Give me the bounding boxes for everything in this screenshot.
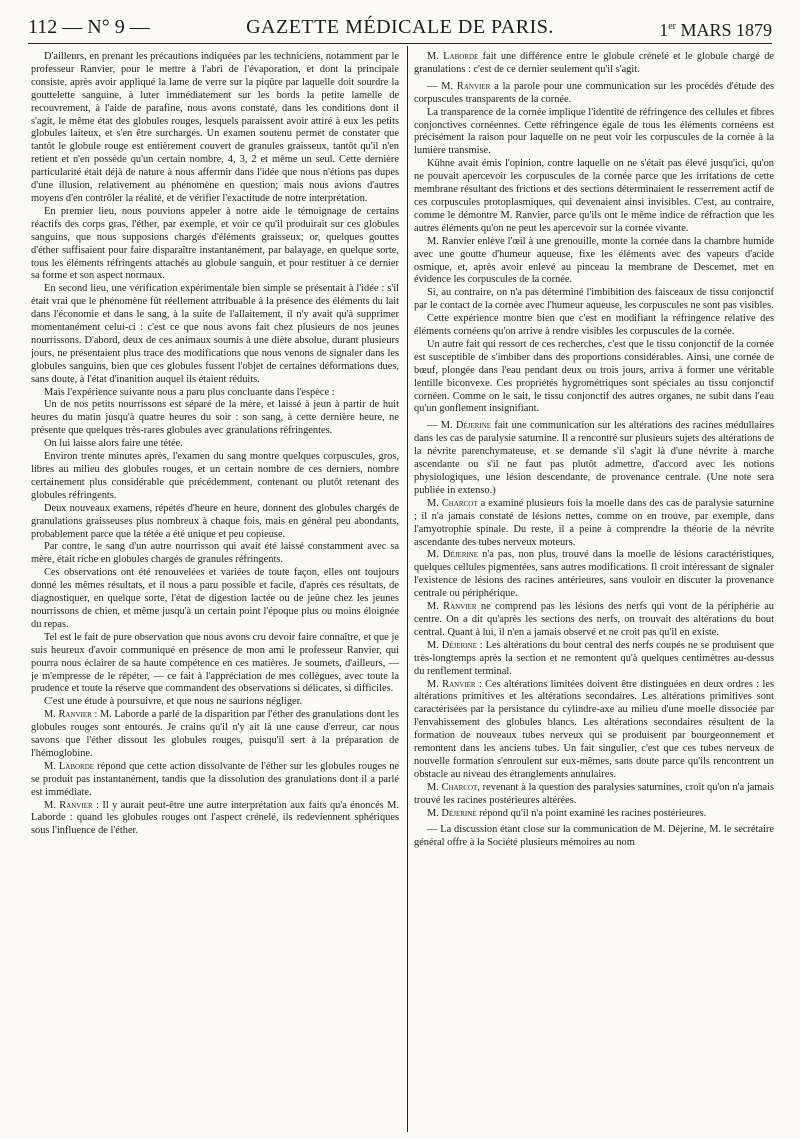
paragraph [31,283,399,386]
paragraph [31,696,399,709]
paragraph [414,339,774,416]
paragraph-text: La transparence de la cornée implique l'identité de réfringence des cellules et fibres conjonctives cornéennes. Cette réfringence égale de tous les éléments cornéens est précisément la raison pour laquelle on ne peut voir les corpuscules de la cornée à la lumière transmise. [414,106,774,157]
paragraph [414,679,774,782]
paragraph-text: On lui laisse alors faire une tétée. [44,438,183,450]
speaker-name: M. Ranvier [427,678,476,690]
issue-number: — N° 9 — [62,16,150,38]
paragraph [31,567,399,632]
paragraph-text: fait une différence entre le globule crénelé et le globule chargé de granulations : c'est de ce dernier seulement qu'il s'agit. [414,51,774,75]
paragraph-text: : Ces altérations limitées doivent être distinguées en deux ordres : les altérations primitives et les altérations secondaires. Les altérations primitives sont caractérisées par la persistance du cylindre-axe au milieu d'une moelle dissociée par l'envahissement des globules blancs. Les altérations secondaires résultent de la formation de nouveaux tubes nerveux qui se produisent par bourgeonnement et remontent dans les anciens tubes. Un fait singulier, c'est que ces tubes nerveux de nouvelle formation s'enroulent sur eux-mêmes, sans doute parce qu'ils rencontrent un obstacle au niveau des étranglements annulaires. [414,678,774,780]
paragraph-text: n'a pas, non plus, trouvé dans la moelle de lésions caractéristiques, quelques cellules pigmentées, sans autres modifications. Il croit intéressant de signaler l'existence de lésions des racines antérieures, sans vouloir en discuter la provenance centrale ou périphérique. [414,549,774,600]
paragraph [414,107,774,159]
publication-title: GAZETTE MÉDICALE DE PARIS. [246,16,554,38]
paragraph-text: : M. Laborde a parlé de la disparition par l'éther des granulations dont les globules rouges sont entourés. Je crains qu'il n'y ait là une cause d'erreur, car nous savons que l'éther dissout les globules rouges, puisqu'il sert à la préparation de l'hémoglobine. [31,709,399,759]
paragraph-text: fait une communication sur les altérations des racines médullaires dans les cas de paralysie saturnine. Il a rencontré sur plusieurs sujets des altérations de la névrite parenchymateuse, et se demande s'il s'agit là d'une névrite à marche ascendante ou s'il ne faut pas plutôt admettre, d'accord avec les notions physiologiques, une lésion descendante, de provenance centrale. (Une note sera publiée in extenso.) [414,420,774,496]
paragraph [31,51,399,206]
paragraph-text: répond que cette action dissolvante de l'éther sur les globules rouges ne se produit pas instantanément, tandis que la dissolution des granulations dont il a parlé est immédiate. [31,760,399,798]
paragraph [31,206,399,283]
paragraph-text: En premier lieu, nous pouvions appeler à notre aide le témoignage de certains réactifs des corps gras, l'éther, par exemple, et voir ce qu'il produirait sur ces globules sanguins, que nous supposions chargés d'éléments graisseux; or, quelques gouttes d'éther suffisaient pour faire disparaître instantanément, par balayage, en quelque sorte, tous les éléments réfringents attachés au globule sanguin, et pour restituer à ce dernier sa forme et son aspect normaux. [31,205,399,282]
speaker-name: M. Laborde [427,51,479,62]
speaker-name: M. Déjerine [440,420,492,432]
header-rule [28,43,772,44]
paragraph [414,81,774,107]
paragraph-text: a examiné plusieurs fois la moelle dans des cas de paralysie saturnine ; il n'a jamais constaté de lésions nettes, comme on en trouve, par exemple, dans l'amyotrophie spinale. Du reste, il a peine à comprendre la théorie de la névrite ascendante des tubes nerveux moteurs. [414,497,774,548]
paragraph-text: Kühne avait émis l'opinion, contre laquelle on ne s'était pas élevé jusqu'ici, qu'on ne pouvait apercevoir les corpuscules de la cornée parce que les irritations de cette membrane résultant des frictions et des sections déterminaient le resserrement actif de ces corpuscules protoplasmiques, qui devenaient ainsi invisibles. C'est, au contraire, comme le démontre M. Ranvier, parce qu'ils ont le même indice de réfraction que les autres éléments qu'on ne peut les apercevoir sur la cornée vivante. [414,158,774,234]
speaker-name: M. Charcot [427,781,478,793]
paragraph [414,824,774,850]
speaker-name: M. Ranvier [44,799,93,811]
paragraph-text: En second lieu, une vérification expérimentale bien simple se présentait à l'idée : s'il était vrai que le phénomène fût réellement attribuable à la présence des éléments du lait dans l'économie et dans le sang, à la suite de l'allaitement, il n'y avait qu'à supprimer momentanément celui-ci : c'est ce que nous avons fait chez plusieurs de nos jeunes nourrissons. D'abord, deux de ces animaux soumis à une diète absolue, durant plusieurs jours, ne présentaient plus trace des modifications que nous venons de signaler dans les globules sanguins, bien que ces globules fussent l'objet de certaines déformations dues, sans doute, à l'état d'inanition auquel ils étaient réduits. [31,283,399,385]
paragraph-text: , revenant à la question des paralysies saturnines, croit qu'on n'a jamais trouvé les racines postérieures altérées. [414,781,774,806]
paragraph-text: Si, au contraire, on n'a pas déterminé l'imbibition des faisceaux de tissu conjonctif par le contact de la cornée avec l'humeur aqueuse, les corpuscules ne sont pas visibles. [414,287,774,312]
paragraph-text: répond qu'il n'a point examiné les racines postérieures. [476,807,707,819]
paragraph-dash: — [427,420,441,432]
speaker-name: M. Déjerine [427,639,477,651]
speaker-name: M. Déjerine [427,807,477,819]
page-number: 112 [28,16,58,38]
paragraph [31,632,399,697]
paragraph [414,782,774,808]
paragraph [31,451,399,503]
paragraph [31,438,399,451]
paragraph [414,420,774,497]
paragraph-text: ne comprend pas les lésions des nerfs qui vont de la périphérie au centre. On a dit qu'après les sections des nerfs, on trouvait des altérations du bout central. Quant à lui, il n'en a jamais observé et ne croit pas qu'il en existe. [414,601,774,638]
page-header [28,12,772,42]
paragraph-text: Cette expérience montre bien que c'est en modifiant la réfringence relative des éléments cornéens qu'on arrive à rendre visibles les corpuscules de la cornée. [414,313,774,338]
paragraph-text: D'ailleurs, en prenant les précautions indiquées par les techniciens, notamment par le professeur Ranvier, pour le mettre à l'abri de l'évaporation, et dont la principale consiste, après avoir appliqué la lame de verre sur la piqûre par laquelle doit sourdre la gouttelette sanguine, à luter immédiatement sur les bords la petite lamelle de recouvrement, à l'aide de parafine, nous avons constaté, dans les conditions dont il s'agit, le même état des globules rouges, lesquels paraissent avoir attiré à eux les petits globules laiteux, et s'en être surchargés. Un examen soutenu permet de constater que tantôt le globule rouge est entièrement couvert de granules graisseux, tantôt qu'il n'en retient et n'en possède qu'un certain nombre, 4, 3, 2 et même un seul. Cette dernière particularité était déjà de nature à nous affermir dans l'idée que nous n'étions pas dupes d'une illusion, relativement au phénomène en question; mais nous avions d'autres moyens d'en contrôler la réalité, et de vérifier l'exactitude de notre interprétation. [31,51,399,204]
speaker-name: M. Laborde [44,760,95,772]
paragraph-text: Tel est le fait de pure observation que nous avons cru devoir faire connaître, et que je suis heureux d'avoir communiqué en présence de mon ami le professeur Ranvier, qui pourra nous éclairer de sa haute compétence en ces matières. Je soumets, d'ailleurs, — je m'empresse de le répéter, — ce fait à l'appréciation de mes collègues, avec toute la prudence et toute la réserve que commandent des observations si délicates, si difficiles. [31,631,399,695]
paragraph-text: Un autre fait qui ressort de ces recherches, c'est que le tissu conjonctif de la cornée est susceptible de s'imbiber dans des proportions considérables. Ainsi, une cornée de bœuf, plongée dans l'eau pendant deux ou trois jours, arriva à former une véritable lentille biconvexe. Ces propriétés hygrométriques sont spéciales au tissu conjonctif cornéen. Comme on le sait, le tissu conjonctif des autres organes, ne subit dans l'eau qu'un gonflement insignifiant. [414,338,774,415]
paragraph-text: Mais l'expérience suivante nous a paru plus concluante dans l'espèce : [44,386,335,398]
paragraph [414,601,774,640]
paragraph-text: La discussion étant close sur la communication de M. Déjerine, M. le secrétaire général offre à la Société plusieurs mémoires au nom [414,824,774,849]
paragraph [414,313,774,339]
paragraph [414,158,774,235]
paragraph [414,51,774,77]
paragraph-text: : Il y aurait peut-être une autre interprétation aux faits qu'a énoncés M. Laborde : quand les globules rouges ont l'aspect crénelé, ils redeviennent sphériques sous l'influence de l'éther. [31,799,399,837]
paragraph [31,800,399,839]
paragraph [414,549,774,601]
paragraph-text: : Les altérations du bout central des nerfs coupés ne se produisent que très-longtemps après la section et ne remontent qu'à quelques centimètres au-dessus du renflement terminal. [414,639,774,677]
speaker-name: M. Ranvier [44,709,92,721]
issue-date: 1er MARS 1879 [659,20,772,40]
paragraph-text: Environ trente minutes après, l'examen du sang montre quelques corpuscules, gros, libres au milieu des globules rouges, et un certain nombre de ces derniers, nombre certainement plus considérable que précédemment, contenant ou plutôt retenant des globules réfringents. [31,451,399,501]
paragraph [414,287,774,313]
paragraph [414,498,774,550]
paragraph [31,709,399,761]
speaker-name: M. Ranvier [441,80,491,92]
speaker-name: M. Charcot [427,497,478,509]
paragraph-text: a la parole pour une communication sur les procédés d'étude des corpuscules transparents de la cornée. [414,80,774,105]
paragraph-dash: — [427,80,442,92]
paragraph-dash: — [427,824,441,836]
right-column [414,51,774,1134]
paragraph [414,640,774,679]
paragraph-text: Un de nos petits nourrissons est séparé de la mère, et laissé à jeun à partir de huit heures du matin jusqu'à quatre heures du soir : son sang, à cette dernière heure, ne présente que quelques très-rares globules avec granulations réfringentes. [31,399,399,437]
paragraph-text: Deux nouveaux examens, répétés d'heure en heure, donnent des globules chargés de granulations graisseuses plus nombreux à chaque fois, mais en général peu abondants, probablement parce que la tétée a été unique et peu copieuse. [31,502,399,540]
paragraph [31,503,399,542]
paragraph [31,541,399,567]
paragraph [31,399,399,438]
paragraph [414,808,774,821]
left-column [31,51,399,1134]
paragraph-text: C'est une étude à poursuivre, et que nous ne saurions négliger. [44,696,303,708]
paragraph-text: Par contre, le sang d'un autre nourrisson qui avait été laissé constamment avec sa mère, était riche en globules chargés de granules réfringents. [31,541,399,566]
paragraph [31,387,399,400]
column-divider [407,46,408,1132]
paragraph [414,236,774,288]
speaker-name: M. Déjerine [427,549,479,561]
paragraph [31,761,399,800]
paragraph-text: M. Ranvier enlève l'œil à une grenouille, monte la cornée dans la chambre humide avec une goutte d'humeur aqueuse, fixe les éléments avec des vapeurs d'acide osmique, et, après avoir enlevé au pinceau la membrane de Descemet, met en évidence les corpuscules de la cornée. [414,235,774,286]
speaker-name: M. Ranvier [427,601,477,613]
paragraph-text: Ces observations ont été renouvelées et variées de toute façon, elles ont toujours donné les mêmes résultats, et il nous a paru possible et facile, d'après ces résultats, de diagnostiquer, en quelque sorte, l'état de digestion lactée ou de jeûne chez les jeunes nourrissons de chien, et même jusqu'à un certain point l'époque plus ou moins éloignée du repas. [31,567,399,630]
